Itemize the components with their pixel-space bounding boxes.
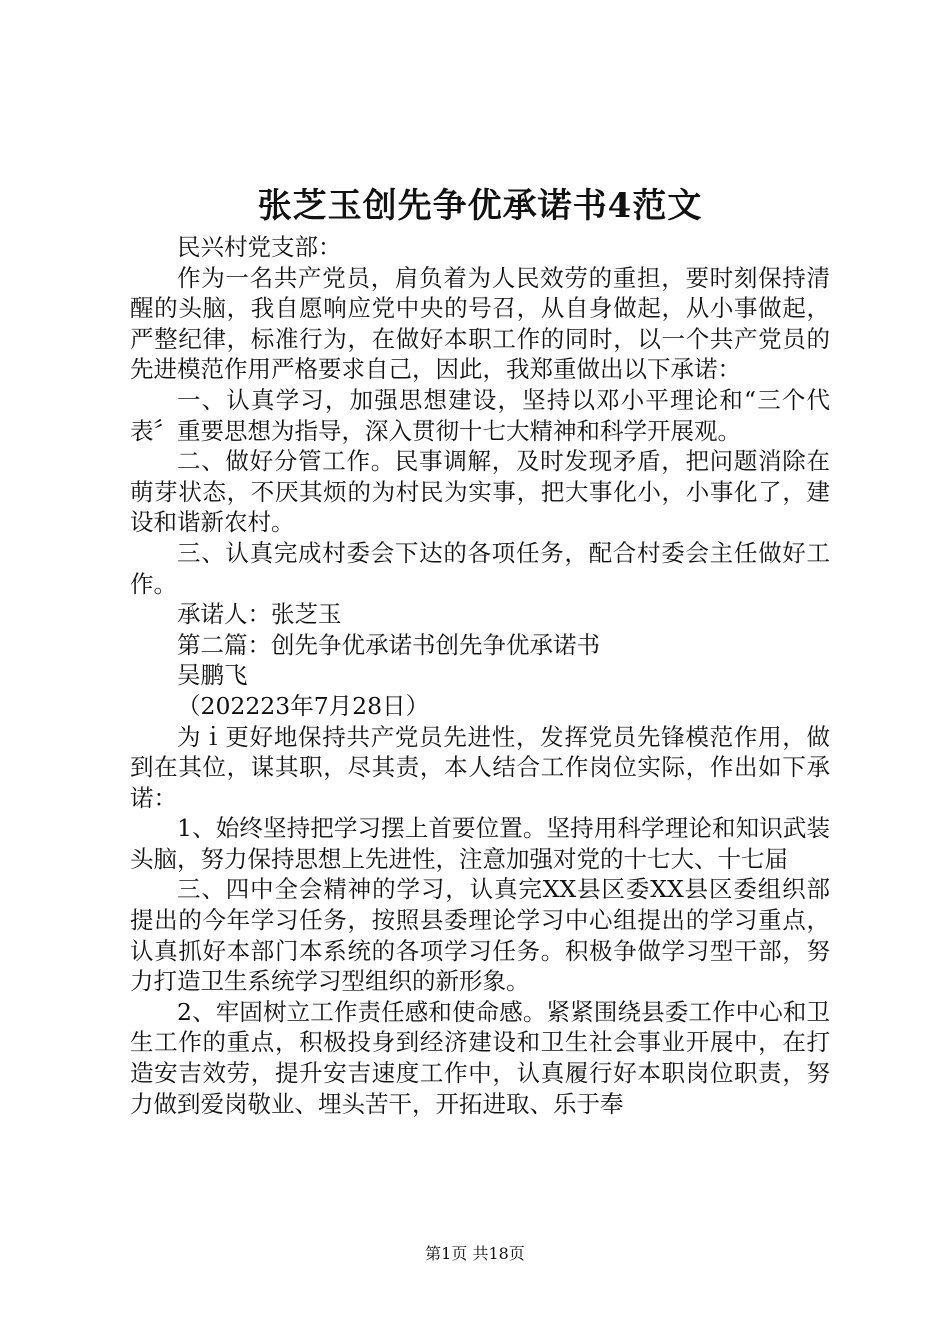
- salutation: 民兴村党支部：: [177, 233, 342, 261]
- paragraph-pledge-1: 一、认真学习，加强思想建设，坚持以邓小平理论和“三个代表〞重要思想为指导，深入贯彻十七大精神和科学开展观。: [130, 385, 830, 445]
- paragraph-item-1: 1、始终坚持把学习摆上首要位置。坚持用科学理论和知识武装头脑，努力保持思想上先进性，注意加强对党的十七大、十七届: [130, 814, 830, 873]
- signature-line: 承诺人：张芝玉: [177, 600, 342, 629]
- author-name: 吴鹏飞: [177, 661, 248, 690]
- document-page: [130, 180, 830, 1119]
- paragraph-item-2: 2、牢固树立工作责任感和使命感。紧紧围绕县委工作中心和卫生工作的重点，积极投身到经济建设和卫生社会事业开展中，在打造安吉效劳，提升安吉速度工作中，认真履行好本职岗位职责，努力做到爱岗敬业、埋头苦干，开拓进取、乐于奉: [130, 997, 830, 1118]
- paragraph-pledge-3: 三、认真完成村委会下达的各项任务，配合村委会主任做好工作。: [130, 538, 830, 598]
- document-title: 张芝玉创先争优承诺书4范文: [257, 186, 703, 226]
- paragraph-item-1-cont: 三、四中全会精神的学习，认真完XX县区委XX县区委组织部提出的今年学习任务，按照县委理论学习中心组提出的学习重点，认真抓好本部门本系统的各项学习任务。积极争做学习型干部，努力打造卫生系统学习型组织的新形象。: [130, 875, 830, 996]
- section-heading-2: 第二篇：创先争优承诺书创先争优承诺书: [177, 630, 600, 659]
- paragraph-pledge-2: 二、做好分管工作。民事调解，及时发现矛盾，把问题消除在萌芽状态，不厌其烦的为村民为实事，把大事化小，小事化了，建设和谐新农村。: [130, 447, 830, 537]
- paragraph-intro: 作为一名共产党员，肩负着为人民效劳的重担，要时刻保持清醒的头脑，我自愿响应党中央的号召，从自身做起，从小事做起，严整纪律，标准行为，在做好本职工作的同时，以一个共产党员的先进模范作用严格要求自己，因此，我郑重做出以下承诺：: [130, 263, 830, 384]
- page-footer: 第1页 共18页: [425, 1244, 525, 1263]
- document-date: （202223年7月28日）: [177, 691, 430, 720]
- paragraph-intro-2: 为ｉ更好地保持共产党员先进性，发挥党员先锋模范作用，做到在其位，谋其职，尽其责，本人结合工作岗位实际，作出如下承诺：: [130, 722, 830, 812]
